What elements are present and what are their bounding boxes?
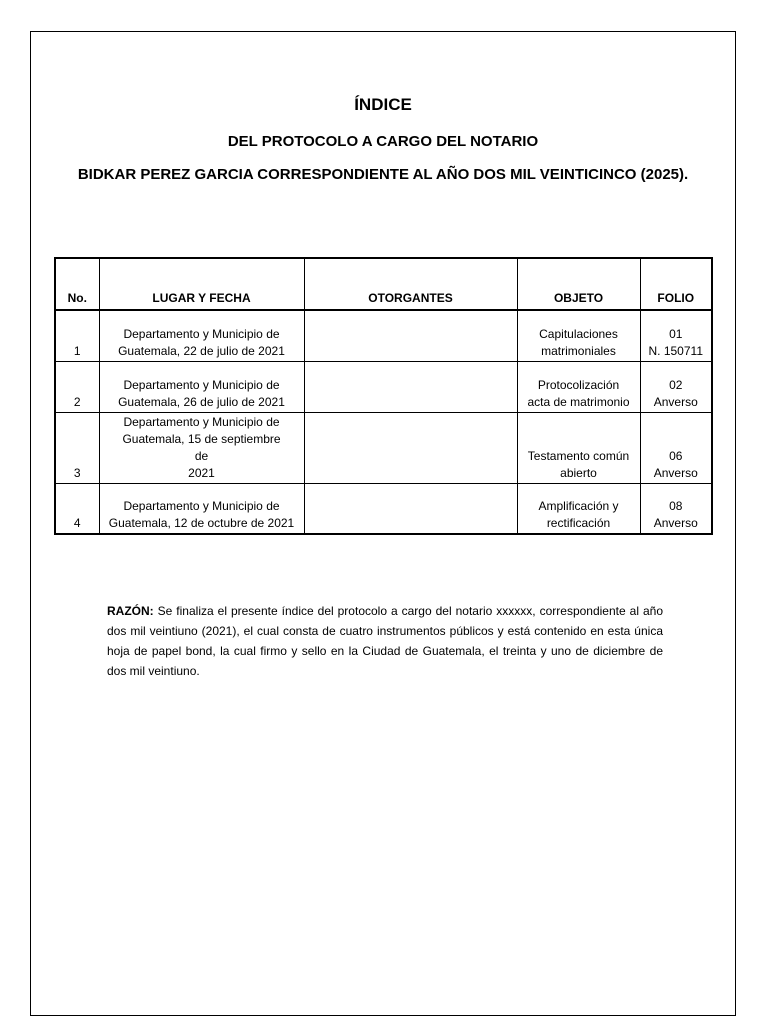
table-row — [55, 483, 712, 534]
razon-label: RAZÓN: — [107, 604, 154, 618]
header-no: No. — [55, 258, 99, 310]
cell-otorgantes — [304, 361, 517, 412]
table-row — [55, 361, 712, 412]
header-lugar-fecha: LUGAR Y FECHA — [99, 258, 304, 310]
cell-no: 1 — [55, 310, 99, 361]
cell-no: 2 — [55, 361, 99, 412]
razon-text: Se finaliza el presente índice del protocolo a cargo del notario xxxxxx, correspondiente al año dos mil veintiuno (2021), el cual consta de cuatro instrumentos públicos y está contenido en esta única hoja de papel bond, la cual firmo y sello en la Ciudad de Guatemala, el treinta y uno de diciembre de dos mil veintiuno. — [107, 604, 663, 678]
cell-lugar-fecha: Departamento y Municipio de Guatemala, 15 de septiembre de 2021 — [99, 412, 304, 483]
document-heading: BIDKAR PEREZ GARCIA CORRESPONDIENTE AL AÑO DOS MIL VEINTICINCO (2025). — [77, 166, 689, 183]
cell-objeto: Capitulaciones matrimoniales — [517, 310, 640, 361]
cell-folio: 06 Anverso — [640, 412, 712, 483]
document-page — [30, 31, 736, 1016]
cell-no: 3 — [55, 412, 99, 483]
header-objeto: OBJETO — [517, 258, 640, 310]
table-row — [55, 310, 712, 361]
cell-objeto: Testamento común abierto — [517, 412, 640, 483]
cell-otorgantes — [304, 483, 517, 534]
header-otorgantes: OTORGANTES — [304, 258, 517, 310]
document-subtitle: DEL PROTOCOLO A CARGO DEL NOTARIO — [227, 133, 539, 150]
cell-objeto: Amplificación y rectificación — [517, 483, 640, 534]
cell-folio: 02 Anverso — [640, 361, 712, 412]
table-row — [55, 412, 712, 483]
document-title: ÍNDICE — [354, 95, 412, 114]
cell-lugar-fecha: Departamento y Municipio de Guatemala, 26 de julio de 2021 — [99, 361, 304, 412]
cell-no: 4 — [55, 483, 99, 534]
cell-lugar-fecha: Departamento y Municipio de Guatemala, 22 de julio de 2021 — [99, 310, 304, 361]
table-header-row — [55, 258, 712, 310]
index-table — [54, 257, 713, 535]
cell-otorgantes — [304, 412, 517, 483]
razon-paragraph — [107, 601, 663, 681]
cell-objeto: Protocolización acta de matrimonio — [517, 361, 640, 412]
cell-lugar-fecha: Departamento y Municipio de Guatemala, 12 de octubre de 2021 — [99, 483, 304, 534]
cell-folio: 01 N. 150711 — [640, 310, 712, 361]
cell-otorgantes — [304, 310, 517, 361]
cell-folio: 08 Anverso — [640, 483, 712, 534]
header-folio: FOLIO — [640, 258, 712, 310]
